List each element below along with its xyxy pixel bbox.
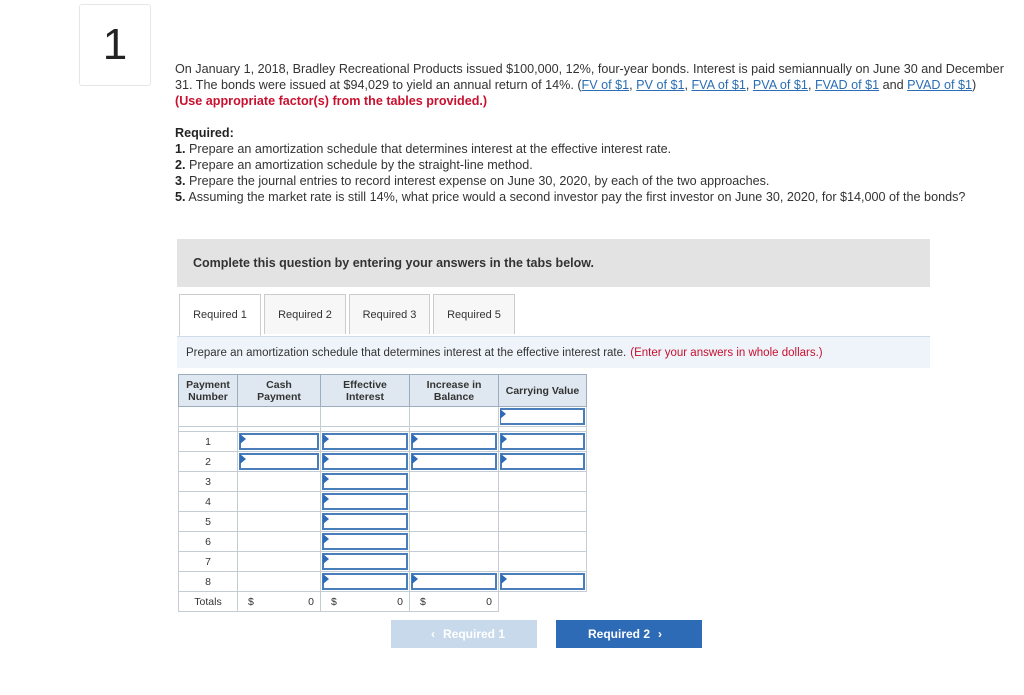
tab-instruction: Prepare an amortization schedule that determines interest at the effective interest rate. (Enter your answers in whole dollars.) xyxy=(177,336,930,368)
header-carrying-value: Carrying Value xyxy=(499,375,587,407)
next-button[interactable]: Required 2 › xyxy=(556,620,702,648)
input-increase-2[interactable] xyxy=(410,452,499,472)
instructions-banner: Complete this question by entering your answers in the tabs below. xyxy=(177,239,930,287)
question-number: 1 xyxy=(79,4,151,86)
header-cash-payment: Cash Payment xyxy=(238,375,321,407)
table-row: 5 xyxy=(179,512,587,532)
close-paren: ) xyxy=(972,78,977,92)
and-word: and xyxy=(882,78,904,92)
required-heading: Required: xyxy=(175,126,234,140)
link-fv-of-1[interactable]: FV of $1 xyxy=(581,78,630,92)
amortization-table xyxy=(178,374,587,612)
header-payment-number: Payment Number xyxy=(179,375,238,407)
link-fva-of-1[interactable]: FVA of $1 xyxy=(691,78,746,92)
required-item: 5. Assuming the market rate is still 14%, what price would a second investor pay the first investor on June 30, 2020, for $14,000 of the bonds? xyxy=(175,190,966,204)
totals-label: Totals xyxy=(179,592,238,612)
link-pv-of-1[interactable]: PV of $1 xyxy=(636,78,685,92)
input-effective-interest-3[interactable] xyxy=(321,472,410,492)
required-list xyxy=(175,125,1015,205)
table-row: 3 xyxy=(179,472,587,492)
total-cash-payment: $ 0 xyxy=(238,592,321,612)
tab-required-3[interactable]: Required 3 xyxy=(349,294,430,334)
input-effective-interest-4[interactable] xyxy=(321,492,410,512)
table-row: 8 xyxy=(179,572,587,592)
table-row: 6 xyxy=(179,532,587,552)
table-header-row xyxy=(179,375,587,407)
input-cash-payment-2[interactable] xyxy=(238,452,321,472)
input-increase-8[interactable] xyxy=(410,572,499,592)
total-effective-interest: $ 0 xyxy=(321,592,410,612)
factor-note: (Use appropriate factor(s) from the tables provided.) xyxy=(175,94,488,108)
input-effective-interest-8[interactable] xyxy=(321,572,410,592)
table-row: 1 xyxy=(179,432,587,452)
input-carrying-value-2[interactable] xyxy=(499,452,587,472)
total-increase: $ 0 xyxy=(410,592,499,612)
tab-required-5[interactable]: Required 5 xyxy=(433,294,515,334)
tab-required-2[interactable]: Required 2 xyxy=(264,294,346,334)
input-effective-interest-1[interactable] xyxy=(321,432,410,452)
prev-button[interactable]: ‹ Required 1 xyxy=(391,620,537,648)
input-cash-payment-1[interactable] xyxy=(238,432,321,452)
intro-text: On January 1, 2018, Bradley Recreational Products issued $100,000, 12%, four-year bonds. Interest is paid semiannually on June 30 and December 31. The bonds were issued at $94,029 to yield an annual return of 14%. ( xyxy=(175,62,1004,92)
input-effective-interest-2[interactable] xyxy=(321,452,410,472)
header-increase-in-balance: Increase in Balance xyxy=(410,375,499,407)
input-increase-1[interactable] xyxy=(410,432,499,452)
totals-row xyxy=(179,592,587,612)
input-carrying-value-1[interactable] xyxy=(499,432,587,452)
input-effective-interest-7[interactable] xyxy=(321,552,410,572)
input-carrying-value-8[interactable] xyxy=(499,572,587,592)
chevron-right-icon: › xyxy=(658,627,662,641)
link-pvad-of-1[interactable]: PVAD of $1 xyxy=(907,78,972,92)
input-carrying-value-0[interactable] xyxy=(499,407,587,427)
table-row: 7 xyxy=(179,552,587,572)
link-pva-of-1[interactable]: PVA of $1 xyxy=(752,78,808,92)
table-row: 4 xyxy=(179,492,587,512)
header-effective-interest: Effective Interest xyxy=(321,375,410,407)
input-effective-interest-6[interactable] xyxy=(321,532,410,552)
tab-bar xyxy=(179,294,518,336)
tab-required-1[interactable]: Required 1 xyxy=(179,294,261,336)
table-row: 2 xyxy=(179,452,587,472)
link-fvad-of-1[interactable]: FVAD of $1 xyxy=(814,78,880,92)
required-item: 2. Prepare an amortization schedule by the straight-line method. xyxy=(175,158,533,172)
problem-statement: On January 1, 2018, Bradley Recreational Products issued $100,000, 12%, four-year bonds. Interest is paid semiannually on June 30 and December 31. The bonds were issued at $94,029 to yield an annual return of 14%. (FV of $1, PV of $1, FVA of $1, PVA of $1, FVAD of $1 and PVAD of $1) (Use appropriate factor(s) from the tables provided.) xyxy=(175,62,1004,108)
table-row-initial xyxy=(179,407,587,427)
chevron-left-icon: ‹ xyxy=(430,627,435,641)
required-item: 3. Prepare the journal entries to record interest expense on June 30, 2020, by each of the two approaches. xyxy=(175,174,770,188)
input-effective-interest-5[interactable] xyxy=(321,512,410,532)
whole-dollars-note: (Enter your answers in whole dollars.) xyxy=(630,346,823,359)
required-item: 1. Prepare an amortization schedule that determines interest at the effective interest rate. xyxy=(175,142,672,156)
